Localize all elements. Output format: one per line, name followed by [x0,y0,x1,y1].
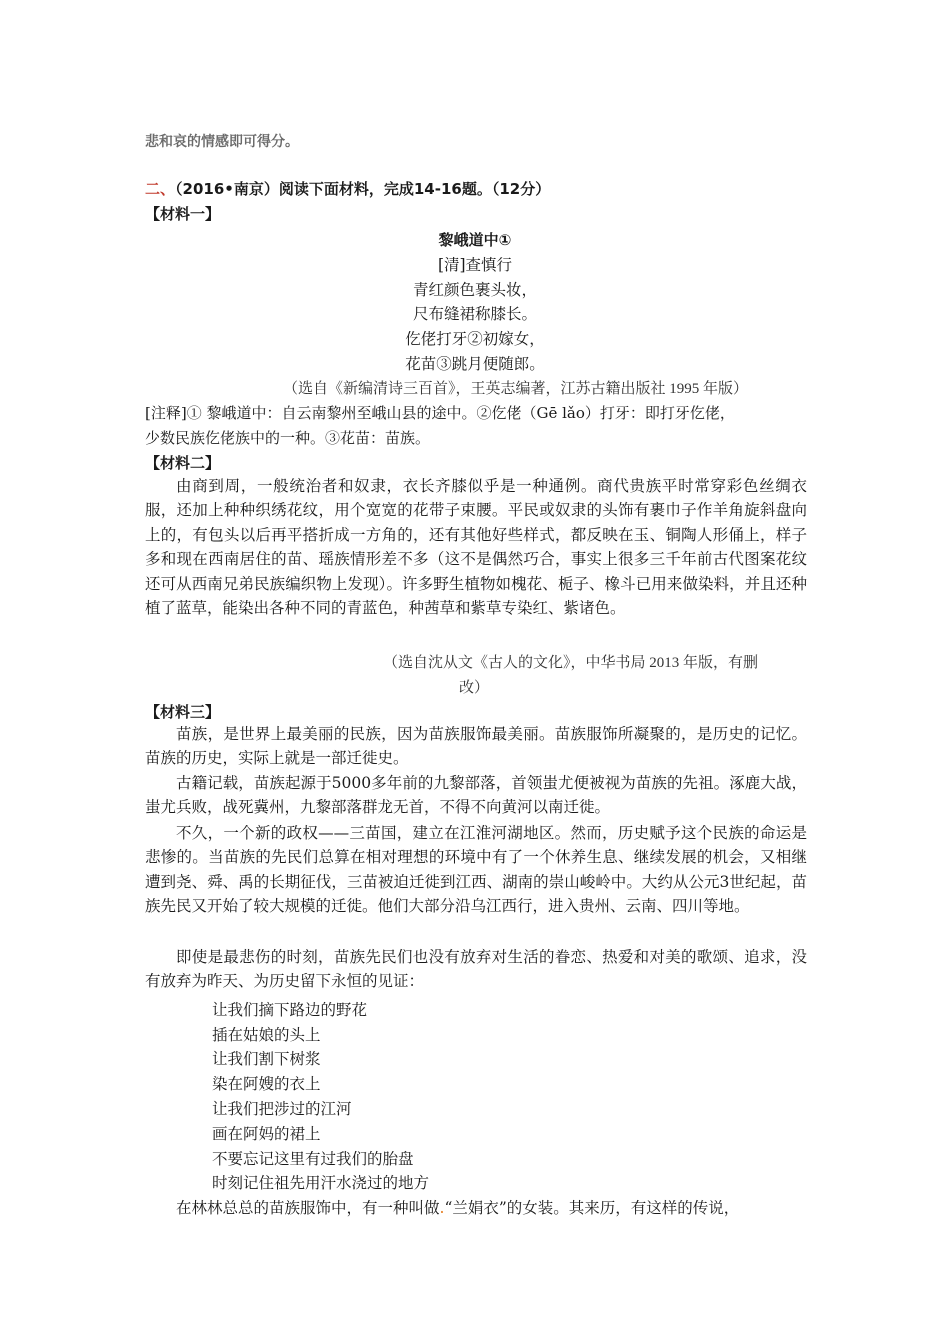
material-two-heading: 【材料二】 [145,454,221,472]
poem-title: 黎峨道中① [438,231,512,249]
section-heading [145,178,550,199]
material-three-heading: 【材料三】 [145,703,221,721]
song-line: 染在阿嫂的衣上 [212,1075,321,1093]
song-line: 让我们摘下路边的野花 [212,1001,368,1019]
top-note: 悲和哀的情感即可得分。 [145,134,299,150]
annotation-line-2: 少数民族仡佬族中的一种。③花苗：苗族。 [145,429,431,447]
last-line-end: “兰娟衣”的女装。其来历，有这样的传说， [444,1199,740,1217]
last-line-dot: . [439,1199,445,1217]
paragraph: 不久，一个新的政权——三苗国，建立在江淮河湖地区。然而，历史赋予这个民族的命运是悲惨的。当苗族的先民们总算在相对理想的环境中有了一个休养生息、继续发展的机会，又相继遭到尧、舜、禹的长期征伐，三苗被迫迁徙到江西、湖南的崇山峻岭中。大约从公元3世纪起，苗族先民又开始了较大规模的迁徙。他们大部分沿乌江西行，进入贵州、云南、四川等地。 [145,824,807,916]
annotation-line-1: [注释]① 黎峨道中：自云南黎州至峨山县的途中。②仡佬（Gē lǎo）打牙：即打牙仡佬， [145,404,735,422]
poem-author: [清]查慎行 [437,256,513,274]
poem-line: 青红颜色裹头妆， [412,281,537,299]
material-one-heading: 【材料一】 [145,205,221,223]
paragraph: 古籍记载，苗族起源于5000多年前的九黎部落，首领蚩尤便被视为苗族的先祖。涿鹿大战，蚩尤兵败，战死冀州，九黎部落群龙无首，不得不向黄河以南迁徙。 [145,774,807,817]
poem-line: 尺布缝裙称膝长。 [412,305,537,323]
song-line: 让我们把涉过的江河 [212,1100,352,1118]
poem-source: （选自《新编清诗三百首》，王英志编著，江苏古籍出版社 1995 年版） [283,381,749,397]
material-two-text: 由商到周，一般统治者和奴隶，衣长齐膝似乎是一种通例。商代贵族平时常穿彩色丝绸衣服，还加上种种织绣花纹，用个宽宽的花带子束腰。平民或奴隶的头饰有裹巾子作羊角旋斜盘向上的，有包头以后再平搭折成一方角的，还有其他好些样式，都反映在玉、铜陶人形俑上，样子多和现在西南居住的苗、瑶族情形差不多（这不是偶然巧合，事实上很多三千年前古代图案花纹还可从西南兄弟民族编织物上发现）。许多野生植物如槐花、栀子、橡斗已用来做染料，并且还种植了蓝草，能染出各种不同的青蓝色，种茜草和紫草专染红、紫诸色。 [145,477,807,618]
song-line: 不要忘记这里有过我们的胎盘 [212,1150,414,1168]
poem-line: 花苗③跳月便随郎。 [405,355,545,373]
last-line-start: 在林林总总的苗族服饰中，有一种叫做 [176,1199,440,1217]
poem-line: 仡佬打牙②初嫁女， [405,330,545,348]
section-title: （2016•南京）阅读下面材料，完成14-16题。（12分） [175,180,551,198]
song-line: 画在阿妈的裙上 [212,1125,321,1143]
paragraph: 即使是最悲伤的时刻，苗族先民们也没有放弃对生活的眷恋、热爱和对美的歌颂、追求，没有放弃为昨天、为历史留下永恒的见证： [145,948,807,991]
song-line: 让我们割下树浆 [212,1050,321,1068]
section-number: 二、 [145,180,176,198]
last-line [176,1196,739,1218]
paragraph: 苗族，是世界上最美丽的民族，因为苗族服饰最美丽。苗族服饰所凝聚的，是历史的记忆。苗族的历史，实际上就是一部迁徙史。 [145,725,807,768]
song-line: 插在姑娘的头上 [212,1026,321,1044]
material-two-source-2: 改） [459,680,490,696]
song-line: 时刻记住祖先用汗水浇过的地方 [212,1174,430,1192]
material-two-source-1: （选自沈从文《古人的文化》，中华书局 2013 年版，有删 [383,655,759,671]
